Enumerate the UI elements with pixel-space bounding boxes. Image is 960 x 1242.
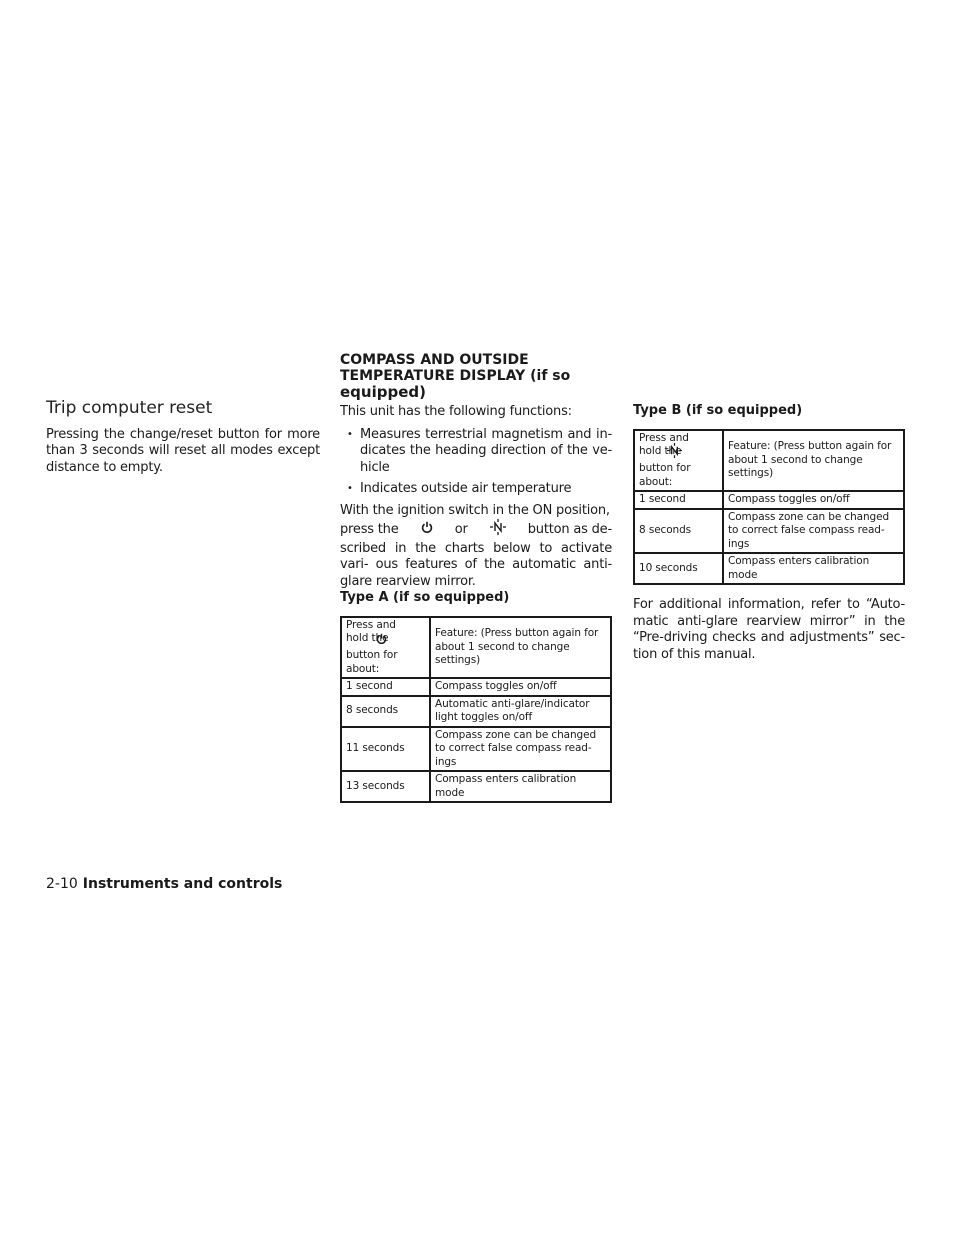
header-press-hold-text: Press and hold the xyxy=(346,618,396,644)
heading-line-1: COMPASS AND OUTSIDE xyxy=(340,352,529,368)
left-column xyxy=(46,400,320,476)
time-cell: 11 seconds xyxy=(341,727,430,772)
type-a-table xyxy=(340,616,612,804)
list-item: • Measures terrestrial magnetism and in- dicates the heading direction of the ve- hicle xyxy=(340,427,612,477)
time-cell: 13 seconds xyxy=(341,771,430,802)
list-item: • Indicates outside air temperature xyxy=(340,481,612,498)
time-cell: 1 second xyxy=(634,491,723,509)
time-cell: 1 second xyxy=(341,678,430,696)
feature-cell: Automatic anti-glare/indicator light toggles on/off xyxy=(430,696,611,727)
functions-list xyxy=(340,427,612,498)
intro-text: This unit has the following functions: xyxy=(340,404,572,419)
or-text: or xyxy=(454,521,468,537)
compass-n-button-icon xyxy=(490,519,506,541)
compass-section-heading xyxy=(340,352,612,401)
table-header-row xyxy=(634,430,904,492)
power-button-icon xyxy=(421,521,433,540)
table-row xyxy=(634,553,904,584)
time-cell: 10 seconds xyxy=(634,553,723,584)
table-row xyxy=(341,771,611,802)
table-row xyxy=(634,491,904,509)
compass-n-button-icon xyxy=(667,443,718,463)
page-footer xyxy=(46,876,282,892)
section-title: Instruments and controls xyxy=(82,876,283,892)
table-row xyxy=(341,696,611,727)
trip-computer-reset-heading: Trip computer reset xyxy=(46,398,213,418)
header-button-for-text: button for about: xyxy=(346,649,398,675)
time-cell: 8 seconds xyxy=(341,696,430,727)
table-row xyxy=(341,678,611,696)
para-rest: scribed in the charts below to activate vari- ous features of the automatic anti-glare rearview mirror. xyxy=(340,540,612,589)
header-cell-press-hold xyxy=(341,617,430,679)
button-as-text: button as de- xyxy=(527,521,612,537)
feature-cell: Compass zone can be changed to correct false compass read- ings xyxy=(723,509,904,554)
header-button-for-text: button for about: xyxy=(639,462,691,488)
more-info-paragraph: For additional information, refer to “Auto- matic anti-glare rearview mirror” in the “Pre-driving checks and adjustments” sec- tion of this manual. xyxy=(633,597,905,662)
power-button-icon xyxy=(376,633,425,650)
feature-cell: Compass toggles on/off xyxy=(430,678,611,696)
table-row xyxy=(341,727,611,772)
press-the-text: press the xyxy=(340,521,399,537)
type-b-heading: Type B (if so equipped) xyxy=(633,403,803,418)
feature-cell: Compass enters calibration mode xyxy=(430,771,611,802)
trip-computer-reset-body: Pressing the change/reset button for more than 3 seconds will reset all modes except distance to empty. xyxy=(46,426,320,475)
para-start: With the ignition switch in the ON position, xyxy=(340,502,610,518)
feature-cell: Compass zone can be changed to correct false compass read- ings xyxy=(430,727,611,772)
heading-line-3: equipped) xyxy=(340,383,426,401)
table-header-row xyxy=(341,617,611,679)
table-row xyxy=(634,509,904,554)
type-b-table xyxy=(633,429,905,586)
header-press-hold-text: Press and hold the xyxy=(639,431,689,457)
instruction-paragraph xyxy=(340,503,612,591)
header-cell-feature: Feature: (Press button again for about 1 second to change settings) xyxy=(723,430,904,492)
right-column xyxy=(633,403,905,663)
middle-column xyxy=(340,352,612,803)
heading-line-2: TEMPERATURE DISPLAY (if so xyxy=(340,368,571,384)
feature-cell: Compass toggles on/off xyxy=(723,491,904,509)
page-number: 2-10 xyxy=(46,876,78,892)
type-a-heading: Type A (if so equipped) xyxy=(340,590,510,605)
header-cell-press-hold xyxy=(634,430,723,492)
feature-cell: Compass enters calibration mode xyxy=(723,553,904,584)
time-cell: 8 seconds xyxy=(634,509,723,554)
header-cell-feature: Feature: (Press button again for about 1 second to change settings) xyxy=(430,617,611,679)
